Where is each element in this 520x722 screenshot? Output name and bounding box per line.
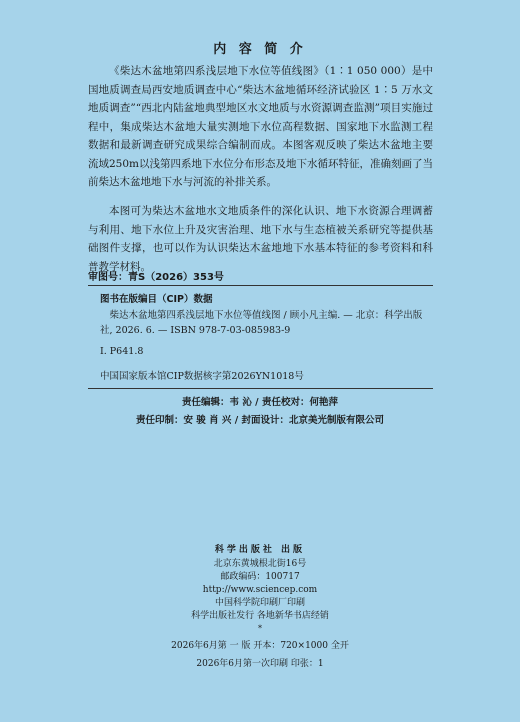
publisher-website: http://www.sciencep.com bbox=[202, 585, 318, 595]
distribution-info: 科学出版社发行 各地新华书店经销 bbox=[191, 611, 329, 621]
divider bbox=[88, 285, 433, 286]
printing-info: 2026年6月第一次印刷 印张：1 bbox=[196, 659, 324, 669]
section-title: 内 容 简 介 bbox=[213, 42, 307, 57]
publisher-name: 科学出版社 出版 bbox=[214, 545, 306, 555]
printer-info: 中国科学院印刷厂印刷 bbox=[214, 598, 305, 608]
edition-info: 2026年6月第 一 版 开本：720×1000 全开 bbox=[171, 641, 349, 651]
intro-paragraph: 本图可为柴达木盆地水文地质条件的深化认识、地下水资源合理调蓄与利用、地下水位上升及灾害治理、地下水与生态植被关系研究等提供基础图件支撑，也可以作为认识柴达木盆地地下水基本特征的参考资料和科普教学材料。 bbox=[88, 205, 433, 273]
intro-paragraph: 《柴达木盆地第四系浅层地下水位等值线图》（1∶1 050 000）是中国地质调查局西安地质调查中心“柴达木盆地循环经济试验区 1∶5 万水文地质调查”“西北内陆盆地典型地区水文地质与水资源调查监测”项目实施过程中，集成柴达木盆地大量实测地下水位高程数据、国家地下水监测工程数据和最新调查研究成果综合编制而成。本图客观反映了柴达木盆地主要流域250m以浅第四系地下水位分布形态及地下水循环特征，准确刻画了当前柴达木盆地地下水与河流的补排关系。 bbox=[88, 65, 433, 188]
cip-record: 柴达木盆地第四系浅层地下水位等值线图 / 顾小凡主编. — 北京：科学出版社, 2026. 6. — ISBN 978-7-03-085983-9 bbox=[100, 310, 423, 336]
publisher-address: 北京东黄城根北街16号 bbox=[213, 559, 307, 569]
editor-credits: 责任编辑：韦 沁 / 责任校对：何艳萍 bbox=[182, 397, 338, 408]
divider bbox=[88, 388, 433, 389]
cip-heading: 图书在版编目（CIP）数据 bbox=[100, 294, 213, 305]
publisher-postcode: 邮政编码：100717 bbox=[220, 572, 300, 582]
cip-core-number: 中国国家版本馆CIP数据核字第2026YN1018号 bbox=[100, 371, 304, 382]
separator-asterisk: * bbox=[258, 624, 262, 633]
cip-classification: Ⅰ. P641.8 bbox=[100, 346, 144, 357]
production-credits: 责任印制：安 骏 肖 兴 / 封面设计：北京美光制版有限公司 bbox=[135, 415, 384, 426]
map-review-number: 审图号：青S（2026）353号 bbox=[88, 272, 224, 283]
